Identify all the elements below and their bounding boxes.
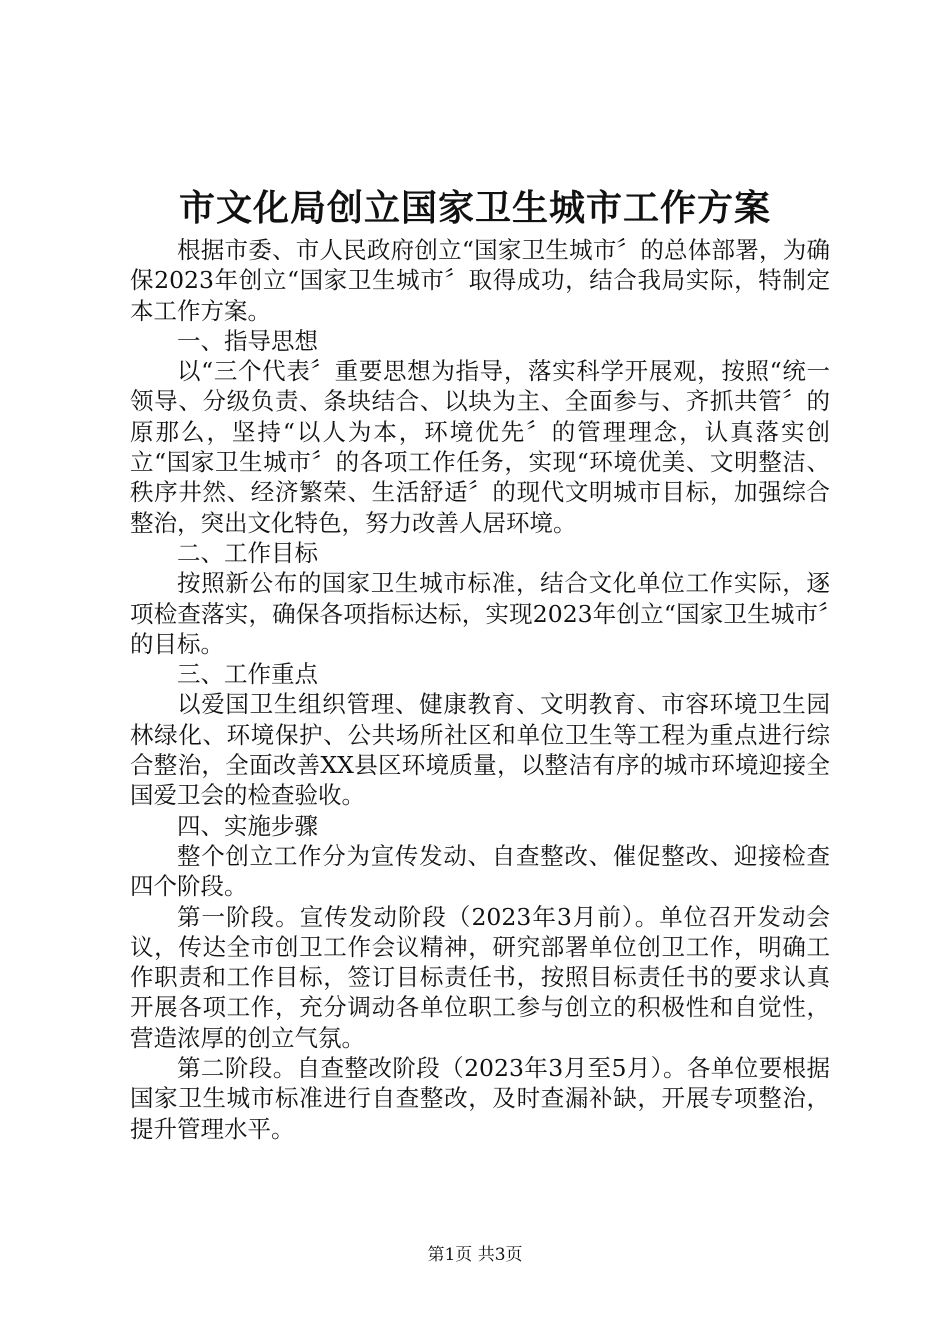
document-title: 市文化局创立国家卫生城市工作方案: [178, 187, 771, 229]
section-heading-work-focus: 三、工作重点: [177, 660, 318, 689]
phase-two-paragraph: 第二阶段。自查整改阶段（2023年3月至5月）。各单位要根据国家卫生城市标准进行自查整改，及时查漏补缺，开展专项整治，提升管理水平。: [130, 1054, 830, 1143]
page-number-footer: 第1页 共3页: [427, 1245, 523, 1265]
section-heading-implementation-steps: 四、实施步骤: [177, 811, 318, 840]
phase-one-paragraph: 第一阶段。宣传发动阶段（2023年3月前）。单位召开发动会议，传达全市创卫工作会议精神，研究部署单位创卫工作，明确工作职责和工作目标，签订目标责任书，按照目标责任书的要求认真开展各项工作，充分调动各单位职工参与创立的积极性和自觉性，营造浓厚的创立气氛。: [130, 902, 830, 1052]
intro-paragraph: 根据市委、市人民政府创立“国家卫生城市〞的总体部署，为确保2023年创立“国家卫生城市〞取得成功，结合我局实际，特制定本工作方案。: [130, 236, 830, 325]
work-goals-paragraph: 按照新公布的国家卫生城市标准，结合文化单位工作实际，逐项检查落实，确保各项指标达标，实现2023年创立“国家卫生城市〞的目标。: [130, 569, 830, 658]
guiding-ideology-paragraph: 以“三个代表〞重要思想为指导，落实科学开展观，按照“统一领导、分级负责、条块结合、以块为主、全面参与、齐抓共管〞的原那么，坚持“以人为本，环境优先〞的管理理念，认真落实创立“国家卫生城市〞的各项工作任务，实现“环境优美、文明整洁、秩序井然、经济繁荣、生活舒适〞的现代文明城市目标，加强综合整治，突出文化特色，努力改善人居环境。: [130, 357, 830, 537]
section-heading-guiding-ideology: 一、指导思想: [177, 326, 318, 355]
section-heading-work-goals: 二、工作目标: [177, 538, 318, 567]
document-body: [130, 235, 830, 1144]
implementation-overview-paragraph: 整个创立工作分为宣传发动、自查整改、催促整改、迎接检查四个阶段。: [130, 841, 830, 901]
work-focus-paragraph: 以爱国卫生组织管理、健康教育、文明教育、市容环境卫生园林绿化、环境保护、公共场所社区和单位卫生等工程为重点进行综合整治，全面改善XX县区环境质量，以整洁有序的城市环境迎接全国爱卫会的检查验收。: [130, 690, 830, 810]
